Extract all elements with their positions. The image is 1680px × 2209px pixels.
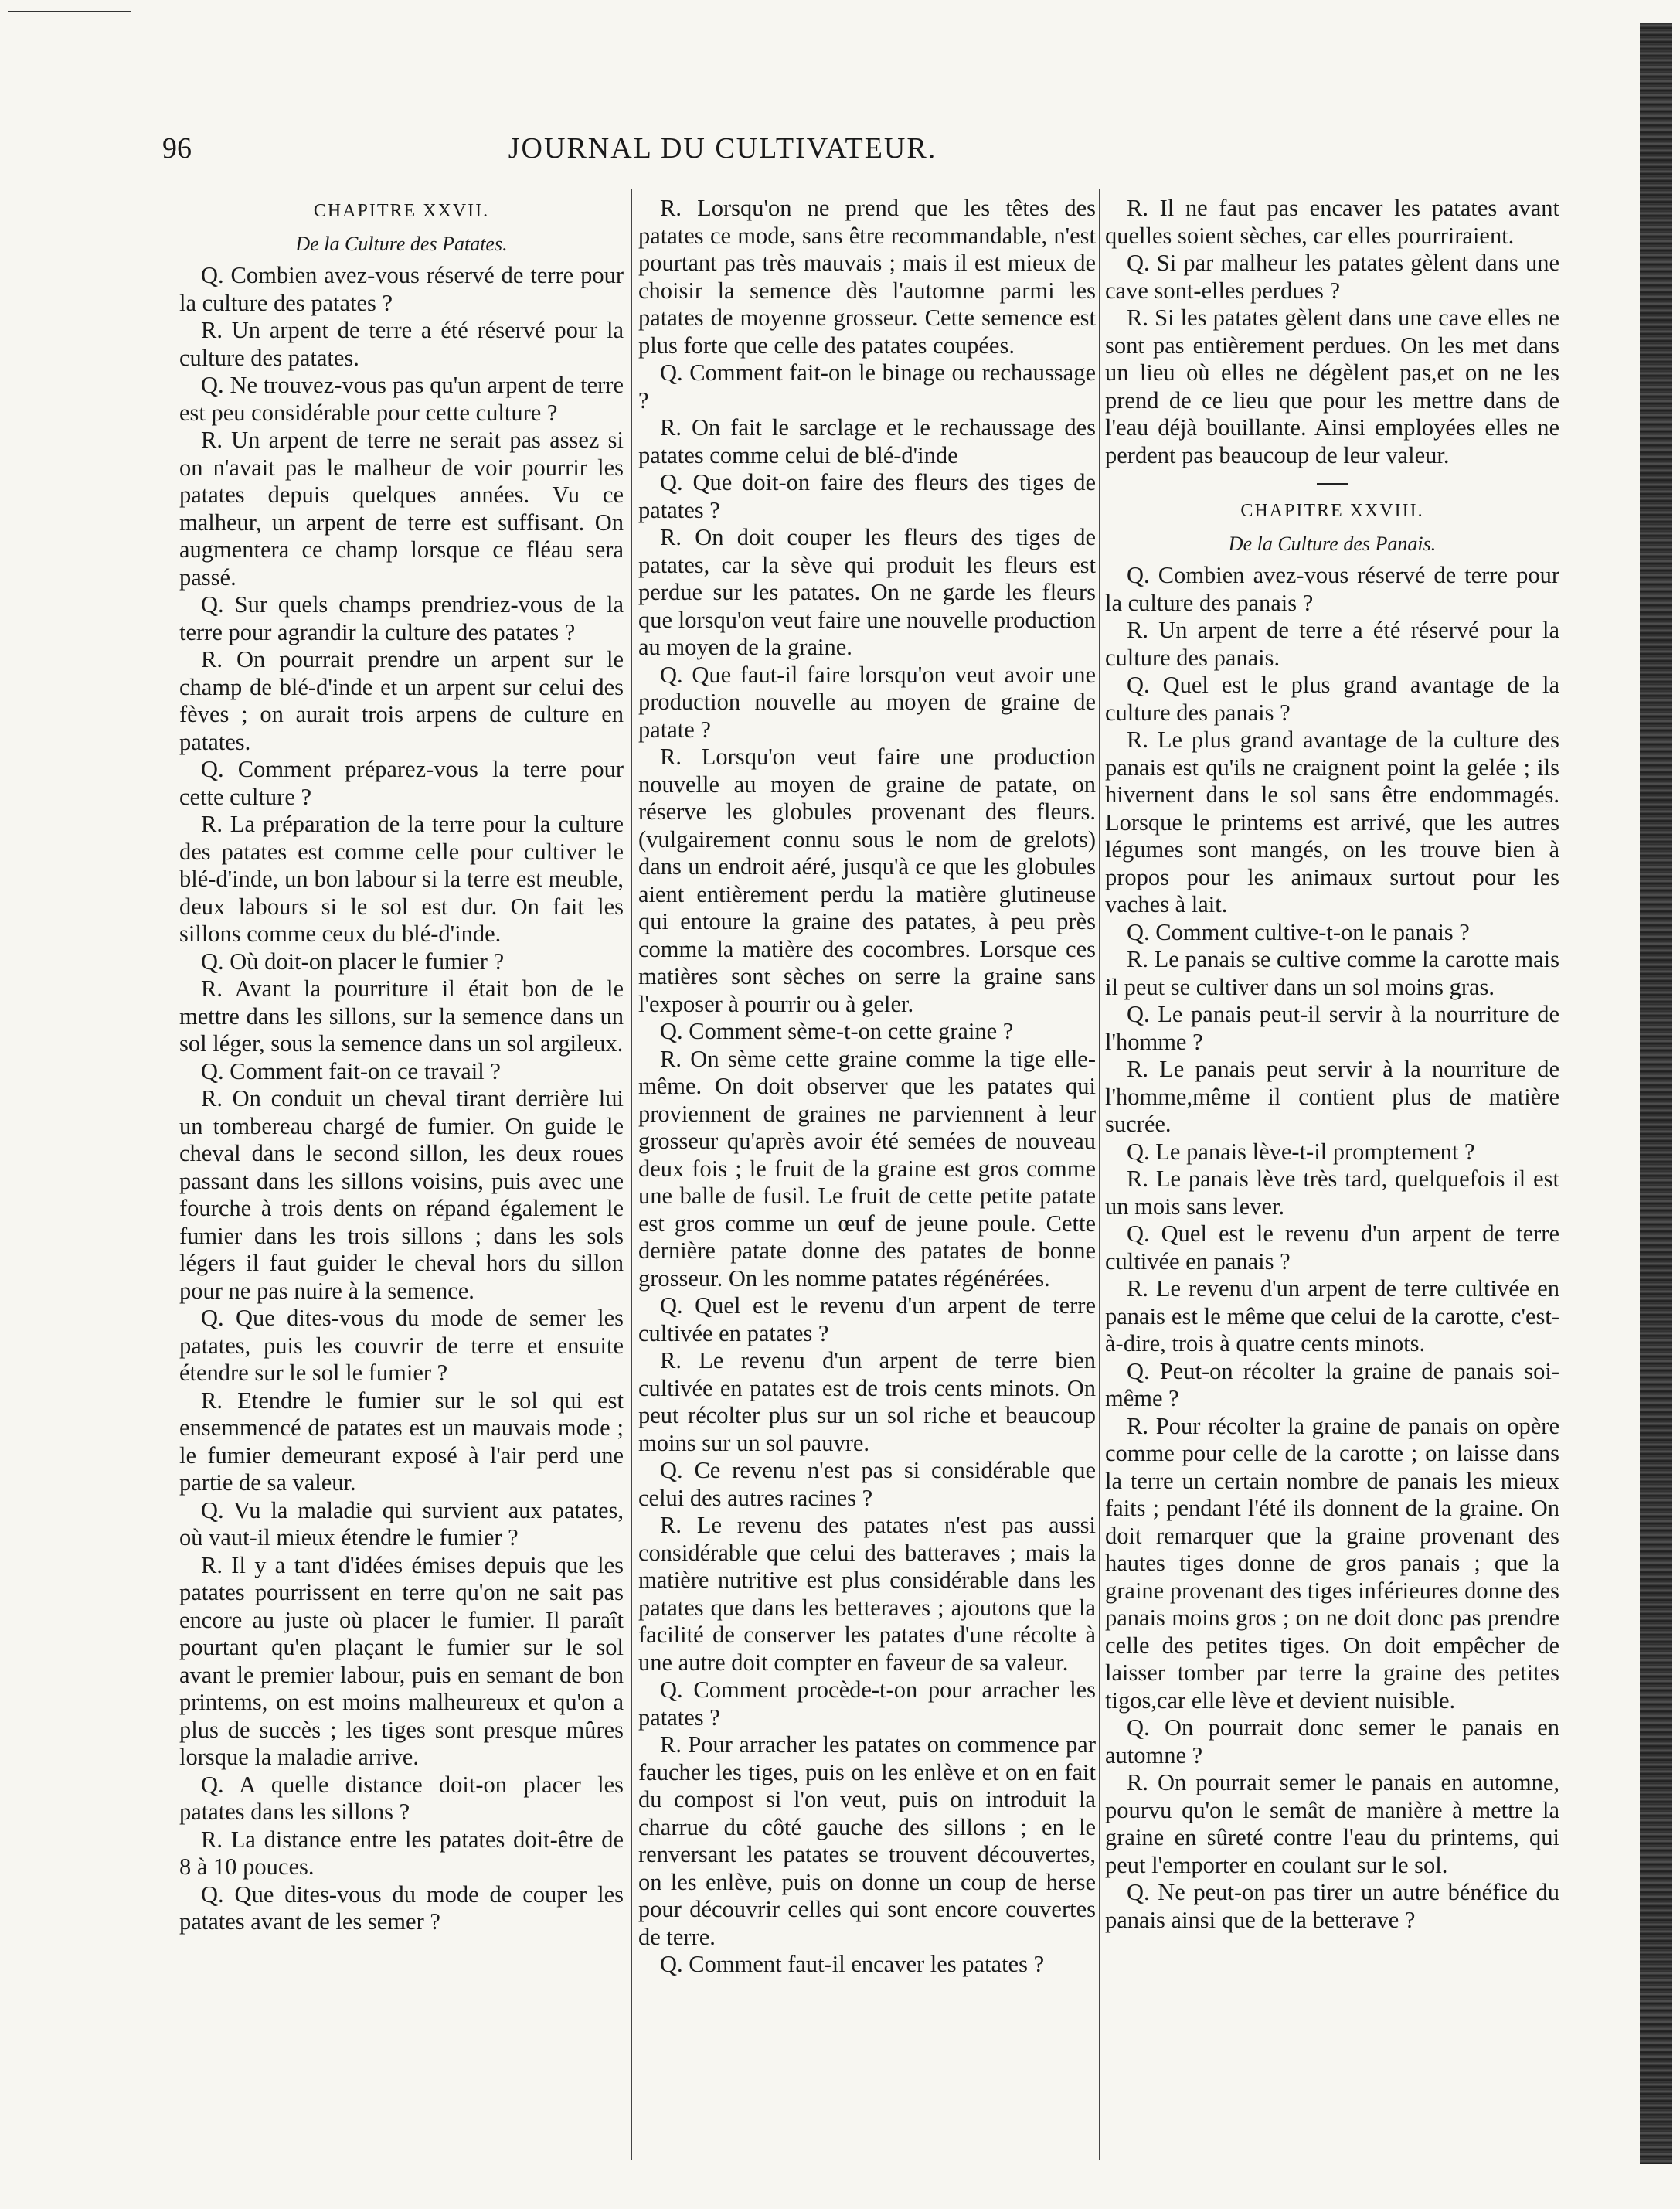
paragraph: R. Un arpent de terre a été réservé pour la culture des panais. (1105, 617, 1559, 671)
section-dash (1317, 483, 1348, 485)
paragraph: Q. Que faut-il faire lorsqu'on veut avoir une production nouvelle au moyen de graine de patate ? (638, 661, 1096, 743)
paragraph: Q. Comment cultive-t-on le panais ? (1127, 918, 1470, 945)
paragraph: R. Le revenu des patates n'est pas aussi considérable que celui des batteraves ; mais la matière nutritive est plus considérable dans les patates que dans les betteraves ; ajoutons que la facilité de conserver les patates d'une récolte à une autre doit compter en faveur de sa valeur. (638, 1512, 1096, 1676)
chapter-title: CHAPITRE XXVII. (313, 201, 490, 221)
paragraph: Q. Combien avez-vous réservé de terre pour la culture des panais ? (1105, 562, 1559, 616)
paragraph: R. Lorsqu'on ne prend que les têtes des patates ce mode, sans être recommandable, n'est pourtant pas très mauvais ; mais il est mieux de choisir la semence dès l'automne parmi les patates de moyenne grosseur. Cette semence est plus forte que celle des patates coupées. (638, 195, 1096, 359)
paragraph: Q. Comment faut-il encaver les patates ? (660, 1951, 1045, 1977)
paragraph: Q. Où doit-on placer le fumier ? (201, 948, 505, 975)
paragraph: Q. Comment préparez-vous la terre pour cette culture ? (179, 756, 624, 810)
paragraph: R. On sème cette graine comme la tige elle-même. On doit observer que les patates qui proviennent de graines ne parviennent à leur grosseur qu'après avoir été semées de nouveau deux fois ; le fruit de la graine est gros comme une balle de fusil. Le fruit de cette petite patate est gros comme un œuf de jeune poule. Cette dernière patate donne des patates de bonne grosseur. On les nomme patates régénérées. (638, 1045, 1096, 1292)
paragraph: R. Le panais se cultive comme la carotte mais il peut se cultiver dans un sol moins gras. (1105, 946, 1559, 1000)
paragraph: R. Il y a tant d'idées émises depuis que les patates pourrissent en terre qu'on ne sait pas encore au juste où placer le fumier. Il paraît pourtant qu'en plaçant le fumier sur le sol avant le premier labour, puis en semant de bon printems, on est moins malheureux et qu'on a plus de succès ; les tiges sont presque mûres lorsque la maladie arrive. (179, 1551, 624, 1770)
paragraph: Q. A quelle distance doit-on placer les patates dans les sillons ? (179, 1771, 624, 1825)
paragraph: Q. Que dites-vous du mode de couper les patates avant de les semer ? (179, 1881, 624, 1935)
paragraph: R. Un arpent de terre ne serait pas assez si on n'avait pas le malheur de voir pourrir les patates depuis quelques années. Vu ce malheur, un arpent de terre est suffisant. On augmentera ce champ lorsque ce fléau sera passé. (179, 427, 624, 591)
paragraph: R. On pourrait semer le panais en automne, pourvu qu'on le semât de manière à mettre la graine en sûreté contre l'eau du printems, qui peut l'emporter en coulant sur le sol. (1105, 1769, 1559, 1878)
paragraph: R. Etendre le fumier sur le sol qui est ensemmencé de patates est un mauvais mode ; le fumier demeurant exposé à l'air perd une partie de sa valeur. (179, 1387, 624, 1496)
paragraph: R. Si les patates gèlent dans une cave elles ne sont pas entièrement perdues. On les met dans un lieu où elles ne dégèlent pas,et on ne les prend de ce lieu que pour les mettre dans de l'eau déjà bouillante. Ainsi employées elles ne perdent pas beaucoup de leur valeur. (1105, 305, 1559, 468)
page-number: 96 (162, 132, 192, 165)
paragraph: Q. On pourrait donc semer le panais en automne ? (1105, 1714, 1559, 1768)
paragraph: R. Le panais peut servir à la nourriture de l'homme,même il contient plus de matière sucrée. (1105, 1056, 1559, 1137)
paragraph: Q. Le panais lève-t-il promptement ? (1127, 1138, 1475, 1165)
paragraph: R. On fait le sarclage et le rechaussage des patates comme celui de blé-d'inde (638, 414, 1096, 468)
paragraph: Q. Peut-on récolter la graine de panais soi-même ? (1105, 1357, 1559, 1411)
chapter-title: CHAPITRE XXVIII. (1240, 501, 1424, 521)
column-3 (1105, 195, 1559, 1934)
paragraph: Q. Comment fait-on ce travail ? (201, 1057, 501, 1084)
paragraph: Q. Quel est le plus grand avantage de la culture des panais ? (1105, 672, 1559, 726)
column-1 (179, 195, 624, 1936)
paragraph: Q. Si par malheur les patates gèlent dans une cave sont-elles perdues ? (1105, 250, 1559, 304)
paragraph: Q. Comment procède-t-on pour arracher les patates ? (638, 1676, 1096, 1731)
paragraph: R. Un arpent de terre a été réservé pour la culture des patates. (179, 317, 624, 371)
paragraph: Q. Ne peut-on pas tirer un autre bénéfice du panais ainsi que de la betterave ? (1105, 1879, 1559, 1933)
paragraph: R. Le panais lève très tard, quelquefois il est un mois sans lever. (1105, 1166, 1559, 1220)
paragraph: R. On pourrait prendre un arpent sur le champ de blé-d'inde et un arpent sur celui des fèves ; on aurait trois arpens de culture en patates. (179, 646, 624, 755)
paragraph: R. La distance entre les patates doit-être de 8 à 10 pouces. (179, 1826, 624, 1880)
paragraph: R. Avant la pourriture il était bon de le mettre dans les sillons, sur la semence dans un sol léger, sous la semence dans un sol argileux. (179, 975, 624, 1057)
paragraph: Q. Comment sème-t-on cette graine ? (660, 1018, 1014, 1044)
column-2-body (638, 195, 1096, 1979)
paragraph: Q. Vu la maladie qui survient aux patates, où vaut-il mieux étendre le fumier ? (179, 1496, 624, 1550)
column-2 (638, 195, 1096, 1979)
paragraph: R. Lorsqu'on veut faire une production nouvelle au moyen de graine de patate, on réserve les globules provenant des fleurs. (vulgairement connu sous le nom de grelots) dans un endroit aéré, jusqu'à ce que les globules aient entièrement perdu la matière glutineuse qui entoure la graine des patates, à peu près comme la matière des cocombres. Lorsque ces matières sont sèches on serre la graine sans l'exposer à pourrir ou à geler. (638, 744, 1096, 1017)
column-3-body-b (1105, 562, 1559, 1934)
paragraph: R. Il ne faut pas encaver les patates avant quelles soient sèches, car elles pourriraient. (1105, 195, 1559, 249)
page-header (162, 131, 1283, 170)
column-divider-1 (631, 189, 632, 2160)
paragraph: Q. Comment fait-on le binage ou rechaussage ? (638, 359, 1096, 414)
paragraph: Q. Combien avez-vous réservé de terre pour la culture des patates ? (179, 262, 624, 316)
column-divider-2 (1099, 189, 1100, 2160)
page-edge-strip (1640, 23, 1672, 2164)
scan-top-mark (8, 11, 131, 12)
paragraph: Q. Quel est le revenu d'un arpent de terre cultivée en patates ? (638, 1292, 1096, 1346)
chapter-subtitle: De la Culture des Panais. (1228, 532, 1437, 555)
paragraph: R. Le revenu d'un arpent de terre cultivée en panais est le même que celui de la carotte, c'est-à-dire, trois à quatre cents minots. (1105, 1275, 1559, 1356)
paragraph: Q. Quel est le revenu d'un arpent de terre cultivée en panais ? (1105, 1220, 1559, 1275)
paragraph: R. La préparation de la terre pour la culture des patates est comme celle pour cultiver le blé-d'inde, un bon labour si la terre est meuble, deux labours si le sol est dur. On fait les sillons comme ceux du blé-d'inde. (179, 811, 624, 947)
paragraph: Q. Ne trouvez-vous pas qu'un arpent de terre est peu considérable pour cette culture ? (179, 372, 624, 426)
paragraph: R. Pour arracher les patates on commence par faucher les tiges, puis on les enlève et on en fait du compost si l'on veut, puis on introduit la charrue du côté gauche des sillons ; en le renversant les patates se trouvent découvertes, on les enlève, puis on donne un coup de herse pour découvrir celles qui sont encore couvertes de terre. (638, 1731, 1096, 1950)
paragraph: R. On doit couper les fleurs des tiges de patates, car la sève qui produit les fleurs est perdue sur les patates. On ne garde les fleurs que lorsqu'on veut faire une nouvelle production au moyen de la graine. (638, 524, 1096, 660)
paragraph: R. On conduit un cheval tirant derrière lui un tombereau chargé de fumier. On guide le cheval dans le second sillon, les deux roues passant dans les sillons voisins, puis avec une fourche à trois dents on répand également le fumier dans les trois sillons ; dans les sols légers il faut guider le cheval hors du sillon pour ne pas nuire à la semence. (179, 1085, 624, 1304)
paragraph: R. Le revenu d'un arpent de terre bien cultivée en patates est de trois cents minots. On peut récolter plus sur un sol riche et beaucoup moins sur un sol pauvre. (638, 1347, 1096, 1456)
column-1-body (179, 262, 624, 1936)
journal-title: JOURNAL DU CULTIVATEUR. (508, 132, 937, 165)
paragraph: Q. Que dites-vous du mode de semer les patates, puis les couvrir de terre et ensuite étendre sur le sol le fumier ? (179, 1305, 624, 1386)
paragraph: R. Le plus grand avantage de la culture des panais est qu'ils ne craignent point la gelée ; ils hivernent dans le sol sans être endommagés. Lorsque le printems est arrivé, que les autres légumes sont mangés, on les trouve bien à propos pour les animaux surtout pour les vaches à lait. (1105, 727, 1559, 917)
column-3-body-a (1105, 195, 1559, 469)
paragraph: R. Pour récolter la graine de panais on opère comme pour celle de la carotte ; on laisse dans la terre un certain nombre de panais les mieux faits ; pendant l'été ils donnent de la graine. On doit remarquer que la graine provenant des hautes tiges donne de gros panais ; que la graine provenant des tiges inférieures donne des panais moins gros ; on ne doit donc pas prendre celle des petites tiges. On doit empêcher de laisser tomber par terre la graine des petites tigos,car elle lève et devient nuisible. (1105, 1412, 1559, 1714)
paragraph: Q. Que doit-on faire des fleurs des tiges de patates ? (638, 469, 1096, 523)
chapter-subtitle: De la Culture des Patates. (295, 232, 508, 255)
paragraph: Q. Sur quels champs prendriez-vous de la terre pour agrandir la culture des patates ? (179, 591, 624, 645)
paragraph: Q. Le panais peut-il servir à la nourriture de l'homme ? (1105, 1001, 1559, 1055)
paragraph: Q. Ce revenu n'est pas si considérable que celui des autres racines ? (638, 1457, 1096, 1511)
